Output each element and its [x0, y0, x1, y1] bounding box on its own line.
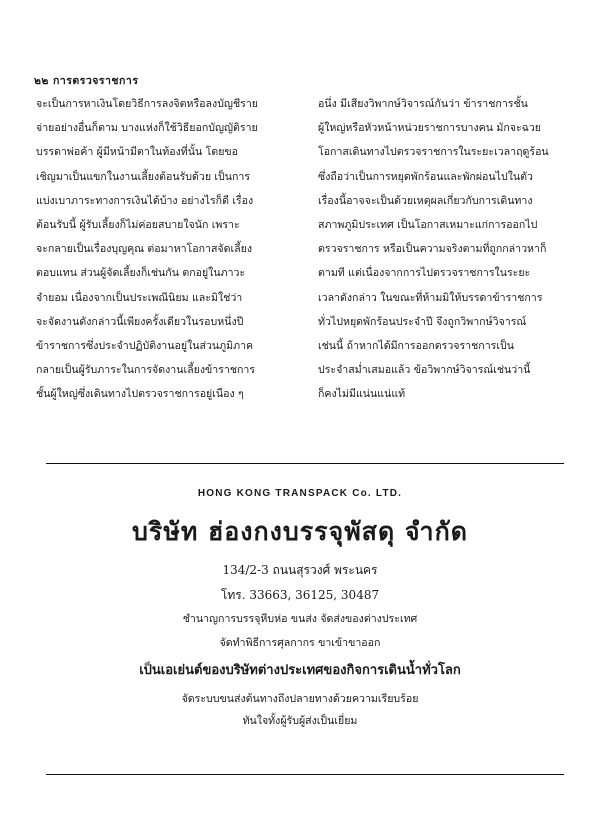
text-line: เชิญมาเป็นแขกในงานเลี้ยงต้อนรับด้วย เป็นการ	[36, 170, 251, 183]
divider-bottom	[46, 774, 564, 775]
text-line: ประจำสม่ำเสมอแล้ว ข้อวิพากษ์วิจารณ์เช่นว่านี้	[318, 364, 531, 377]
ad-company-name-th: บริษัท ฮ่องกงบรรจุพัสดุ จำกัด	[132, 517, 468, 546]
text-line: ข้าราชการซึ่งประจำปฏิบัติงานอยู่ในส่วนภูมิภาค	[36, 339, 254, 352]
text-line: โอกาสเดินทางไปตรวจราชการในระยะเวลาฤดูร้อน	[318, 146, 549, 159]
text-line: กลายเป็นผู้รับภาระในการจัดงานเลี้ยงข้าราชการ	[36, 364, 256, 377]
ad-address: 134/2-3 ถนนสุรวงศ์ พระนคร	[222, 563, 378, 577]
text-line: ต้อนรับนี้ ผู้รับเลี้ยงก็ไม่ค่อยสบายใจนัก เพราะ	[36, 218, 240, 231]
text-line: ผู้ใหญ่หรือหัวหน้าหน่วยราชการบางคน มักจะฉวย	[318, 122, 542, 135]
text-line: ก็คงไม่มีแน่นแน่แท้	[318, 388, 406, 401]
text-line: ชั้นผู้ใหญ่ซึ่งเดินทางไปตรวจราชการอยู่เนือง ๆ	[36, 388, 244, 401]
text-line: เช่นนี้ ถ้าหากได้มีการออกตรวจราชการเป็น	[318, 339, 514, 352]
text-line: ซึ่งถือว่าเป็นการหยุดพักร้อนและพักผ่อนไปในตัว	[318, 170, 533, 183]
text-line: เวลาดังกล่าว ในขณะที่ห้ามมิให้บรรดาข้าราชการ	[318, 291, 543, 304]
ad-agent-line: เป็นเอเย่นต์ของบริษัทต่างประเทศของกิจการเดินน้ำทั่วโลก	[139, 663, 461, 678]
text-line: ตามที แต่เนื่องจากการไปตรวจราชการในระยะ	[318, 267, 531, 280]
text-line: จะเป็นการหาเงินโดยวิธีการลงจิตหรือลงบัญชีราย	[36, 98, 258, 110]
page-header: ๒๒ การตรวจราชการ	[34, 75, 139, 87]
ad-company-name-en: HONG KONG TRANSPACK Co. LTD.	[197, 488, 403, 499]
text-line: จะจัดงานดังกล่าวนี้เพียงครั้งเดียวในรอบหนึ่งปี	[36, 315, 244, 328]
text-line: อนึ่ง มีเสียงวิพากษ์วิจารณ์กันว่า ข้าราชการชั้น	[318, 98, 528, 110]
text-line: ทั่วไปหยุดพักร้อนประจำปี จึงถูกวิพากษ์วิจารณ์	[318, 315, 527, 328]
ad-service-line: จัดทำพิธีการศุลกากร ขาเข้าขาออก	[219, 637, 381, 649]
text-line: จำยอม เนื่องจากเป็นประเพณีนิยม และมิใช่ว่า	[36, 291, 243, 304]
text-line: สภาพภูมิประเทศ เป็นโอกาสเหมาะแก่การออกไป	[318, 218, 538, 231]
text-line: ตอบแทน ส่วนผู้จัดเลี้ยงก็เช่นกัน ตกอยู่ในภาวะ	[36, 267, 246, 280]
text-line: บรรดาพ่อค้า ผู้มีหน้ามีตาในท้องที่นั้น โดยขอ	[36, 146, 239, 159]
article-right-column	[318, 92, 568, 406]
ad-service-line: จัดระบบขนส่งต้นทางถึงปลายทางด้วยความเรียบร้อย	[181, 693, 419, 705]
text-line: จ่ายอย่างอื่นก็ตาม บางแห่งก็ใช้วิธียอกบัญญัติราย	[36, 122, 258, 135]
text-line: แบ่งเบาภาระทางการเงินได้บ้าง อย่างไรก็ดี เรื่อง	[36, 194, 254, 207]
ad-service-line: ชำนาญการบรรจุหีบห่อ ขนส่ง จัดส่งของต่างประเทศ	[182, 613, 418, 625]
text-line: ตรวจราชการ หรือเป็นความจริงตามที่ถูกกล่าวหาก็	[318, 243, 547, 256]
article-left-column	[36, 92, 286, 406]
ad-service-line: ทันใจทั้งผู้รับผู้ส่งเป็นเยี่ยม	[242, 715, 358, 727]
ad-phone: โทร. 33663, 36125, 30487	[220, 588, 380, 602]
divider-top	[46, 463, 564, 464]
text-line: เรื่องนี้อาจจะเป็นด้วยเหตุผลเกี่ยวกับการเดินทาง	[318, 194, 533, 207]
text-line: จะกลายเป็นเรื่องบุญคุณ ต่อมาหาโอกาสจัดเลี้ยง	[36, 243, 252, 256]
